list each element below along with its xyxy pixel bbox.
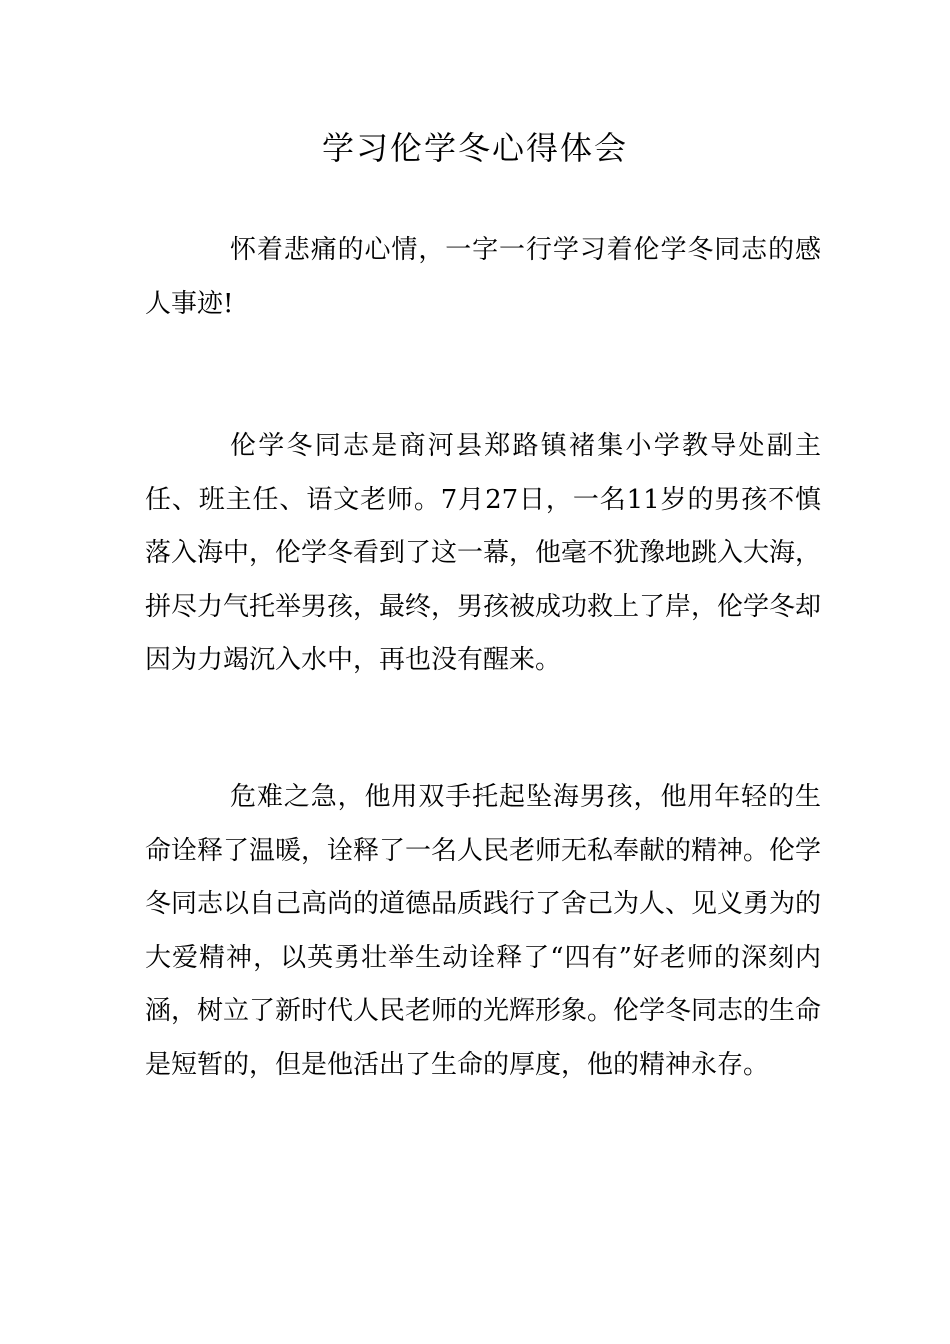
- paragraph-story: 伦学冬同志是商河县郑路镇褚集小学教导处副主任、班主任、语文老师。7月27日，一名11岁的男孩不慎落入海中，伦学冬看到了这一幕，他毫不犹豫地跳入大海，拼尽力气托举男孩，最终，男孩被成功救上了岸，伦学冬却因为力竭沉入水中，再也没有醒来。: [145, 431, 822, 675]
- paragraph-reflection: 危难之急，他用双手托起坠海男孩，他用年轻的生命诠释了温暖，诠释了一名人民老师无私奉献的精神。伦学冬同志以自己高尚的道德品质践行了舍己为人、见义勇为的大爱精神，以英勇壮举生动诠释了“四有”好老师的深刻内涵，树立了新时代人民老师的光辉形象。伦学冬同志的生命是短暂的，但是他活出了生命的厚度，他的精神永存。: [145, 782, 822, 1080]
- paragraph-intro: 怀着悲痛的心情，一字一行学习着伦学冬同志的感人事迹!: [145, 235, 821, 319]
- document-title: 学习伦学冬心得体会: [321, 129, 628, 167]
